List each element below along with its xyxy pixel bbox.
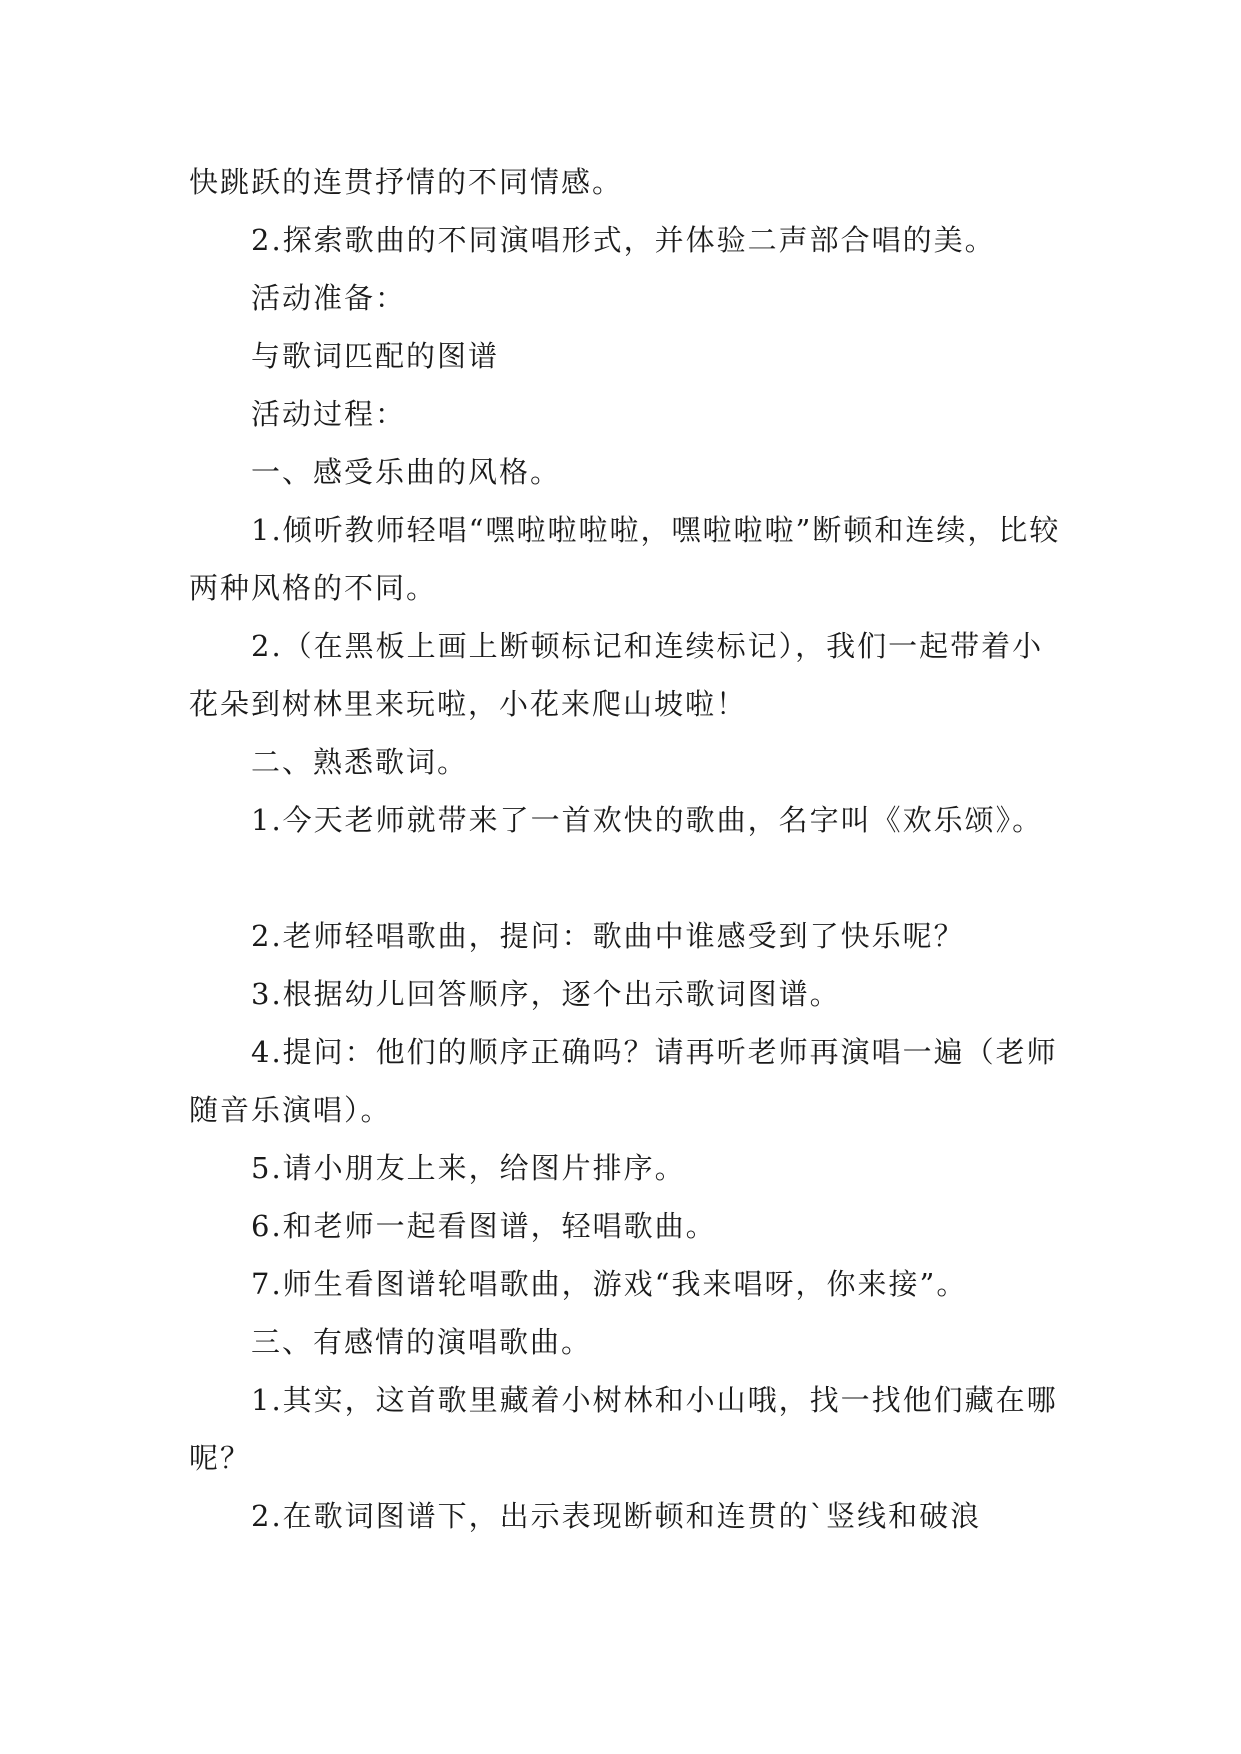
paragraph-step-2-5: 5.请小朋友上来，给图片排序。 — [251, 1151, 686, 1185]
paragraph-step-1-2: 2.（在黑板上画上断顿标记和连续标记），我们一起带着小花朵到树林里来玩啦，小花来爬山坡啦！ — [189, 629, 1044, 721]
paragraph-continuation: 快跳跃的连贯抒情的不同情感。 — [189, 165, 624, 199]
section-heading-3: 三、有感情的演唱歌曲。 — [251, 1325, 593, 1359]
paragraph-step-2-2: 2.老师轻唱歌曲，提问：歌曲中谁感受到了快乐呢？ — [251, 919, 965, 953]
paragraph-objective-2: 2.探索歌曲的不同演唱形式，并体验二声部合唱的美。 — [251, 223, 996, 257]
paragraph-step-2-4: 4.提问：他们的顺序正确吗？请再听老师再演唱一遍（老师随音乐演唱）。 — [189, 1035, 1058, 1127]
paragraph-step-2-7: 7.师生看图谱轮唱歌曲，游戏“我来唱呀，你来接”。 — [251, 1267, 968, 1301]
heading-preparation: 活动准备： — [251, 281, 407, 315]
paragraph-step-3-1: 1.其实，这首歌里藏着小树林和小山哦，找一找他们藏在哪呢？ — [189, 1383, 1058, 1475]
heading-process: 活动过程： — [251, 397, 407, 431]
section-heading-2: 二、熟悉歌词。 — [251, 745, 469, 779]
paragraph-step-2-6: 6.和老师一起看图谱，轻唱歌曲。 — [251, 1209, 717, 1243]
paragraph-step-3-2: 2.在歌词图谱下，出示表现断顿和连贯的`竖线和破浪 — [251, 1499, 982, 1533]
paragraph-preparation: 与歌词匹配的图谱 — [251, 339, 500, 373]
paragraph-step-1-1: 1.倾听教师轻唱“嘿啦啦啦啦，嘿啦啦啦”断顿和连续，比较两种风格的不同。 — [189, 513, 1061, 605]
section-heading-1: 一、感受乐曲的风格。 — [251, 455, 562, 489]
paragraph-step-2-3: 3.根据幼儿回答顺序，逐个出示歌词图谱。 — [251, 977, 841, 1011]
paragraph-step-2-1: 1.今天老师就带来了一首欢快的歌曲，名字叫《欢乐颂》。 — [251, 803, 1044, 837]
